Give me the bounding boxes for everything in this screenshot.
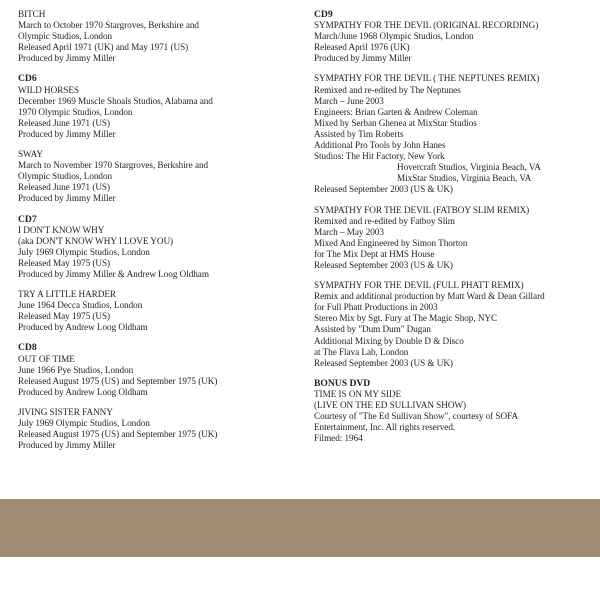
track-credit-line: December 1969 Muscle Shoals Studios, Alabama and: [18, 95, 213, 106]
track-credit-line: Stereo Mix by Sgt. Fury at The Magic Shop, NYC: [314, 313, 498, 324]
track-credit-line: March – June 2003: [314, 95, 384, 106]
track-credit-line: Assisted by "Dum Dum" Dugan: [314, 324, 431, 335]
track-credit-line: Produced by Jimmy Miller & Andrew Loog Oldham: [18, 268, 209, 279]
track-credit-line: March – May 2003: [314, 226, 384, 237]
track-credit-line: Entertainment, Inc. All rights reserved.: [314, 422, 456, 433]
track-title: SYMPATHY FOR THE DEVIL (ORIGINAL RECORDING): [314, 20, 539, 31]
track-credit-line: for Full Phatt Productions in 2003: [314, 302, 438, 313]
decorative-band: [0, 499, 600, 557]
track-title: SWAY: [18, 149, 43, 160]
track-block: [18, 149, 296, 204]
track-title: TIME IS ON MY SIDE: [314, 388, 402, 399]
track-credit-line: Remixed and re-edited by Fatboy Slim: [314, 215, 455, 226]
track-credit-line: Released June 1971 (US): [18, 117, 110, 128]
track-credit-line: Additional Pro Tools by John Hanes: [314, 140, 446, 151]
disc-heading: CD6: [18, 73, 37, 85]
track-credit-line: Remixed and re-edited by The Neptunes: [314, 84, 461, 95]
track-block: [18, 289, 296, 333]
track-credit-line: Released June 1971 (US): [18, 182, 110, 193]
track-credit-line: March to October 1970 Stargroves, Berkshire and: [18, 20, 199, 31]
track-block: [18, 354, 296, 398]
track-block: [18, 85, 296, 140]
track-credit-line: Olympic Studios, London: [18, 171, 113, 182]
track-credit-line: Remix and additional production by Matt Ward & Dean Gillard: [314, 291, 545, 302]
track-credit-line: Mixed And Engineered by Simon Thorton: [314, 237, 468, 248]
disc-heading: BONUS DVD: [314, 377, 371, 389]
track-credit-line-indented: Hovercraft Studios, Virginia Beach, VA: [397, 162, 541, 173]
track-block: [314, 73, 596, 195]
track-credit-line: Courtesy of "The Ed Sullivan Show", courtesy of SOFA: [314, 411, 519, 422]
track-title: SYMPATHY FOR THE DEVIL (FULL PHATT REMIX): [314, 280, 524, 291]
track-credit-line: Released April 1971 (UK) and May 1971 (US): [18, 42, 189, 53]
left-column: [18, 9, 296, 460]
track-credit-line: Produced by Andrew Loog Oldham: [18, 322, 148, 333]
track-title: I DON'T KNOW WHY: [18, 224, 105, 235]
track-credit-line: Produced by Jimmy Miller: [18, 128, 116, 139]
track-block: [314, 20, 596, 64]
track-credit-line: Released August 1975 (US) and September 1975 (UK): [18, 375, 218, 386]
page-bottom-margin: [0, 557, 600, 595]
track-block: [18, 407, 296, 451]
track-credit-line: Produced by Jimmy Miller: [18, 193, 116, 204]
track-credit-line: Mixed by Serban Ghenea at MixStar Studios: [314, 117, 477, 128]
track-block: [18, 225, 296, 280]
track-credit-line: (aka DON'T KNOW WHY I LOVE YOU): [18, 235, 174, 246]
track-credit-line: Filmed: 1964: [314, 433, 363, 444]
track-title: WILD HORSES: [18, 84, 79, 95]
track-credit-line: July 1969 Olympic Studios, London: [18, 246, 150, 257]
track-block: [314, 389, 596, 444]
track-credit-line: March/June 1968 Olympic Studios, London: [314, 31, 474, 42]
track-credit-line: at The Flava Lab, London: [314, 346, 409, 357]
track-credit-line: Released May 1975 (US): [18, 311, 111, 322]
disc-heading: CD7: [18, 213, 37, 225]
track-credit-line: for The Mix Dept at HMS House: [314, 248, 435, 259]
disc-heading: CD9: [314, 9, 333, 20]
track-block: [314, 205, 596, 272]
track-title: OUT OF TIME: [18, 353, 75, 364]
track-credit-line: Produced by Andrew Loog Oldham: [18, 386, 148, 397]
track-credit-line: Released September 2003 (US & UK): [314, 259, 453, 270]
track-credit-line-indented: MixStar Studios, Virginia Beach, VA: [397, 173, 532, 184]
track-credit-line: Additional Mixing by Double D & Disco: [314, 335, 464, 346]
track-credit-line: Produced by Jimmy Miller: [18, 53, 116, 64]
track-credit-line: Assisted by Tim Roberts: [314, 128, 404, 139]
track-title: SYMPATHY FOR THE DEVIL (FATBOY SLIM REMIX): [314, 204, 530, 215]
track-title: JIVING SISTER FANNY: [18, 406, 113, 417]
track-credit-line: June 1966 Pye Studios, London: [18, 364, 134, 375]
track-credit-line: Engineers: Brian Garten & Andrew Coleman: [314, 106, 478, 117]
track-credit-line: 1970 Olympic Studios, London: [18, 106, 133, 117]
track-title: SYMPATHY FOR THE DEVIL ( THE NEPTUNES REMIX): [314, 73, 540, 84]
track-credit-line: (LIVE ON THE ED SULLIVAN SHOW): [314, 400, 467, 410]
track-credit-line: Produced by Jimmy Miller: [314, 53, 412, 64]
track-credit-line: June 1964 Decca Studios, London: [18, 300, 143, 311]
track-title: TRY A LITTLE HARDER: [18, 289, 116, 300]
track-credit-line: March to November 1970 Stargroves, Berkshire and: [18, 160, 209, 171]
track-credit-line: Released May 1975 (US): [18, 257, 111, 268]
track-credit-line: Produced by Jimmy Miller: [18, 440, 116, 451]
track-credit-line: Olympic Studios, London: [18, 31, 113, 42]
disc-heading: CD8: [18, 342, 37, 354]
track-credit-line: Released August 1975 (US) and September 1975 (UK): [18, 429, 218, 440]
track-credit-line: Studios: The Hit Factory, New York: [314, 151, 445, 162]
track-credit-line: Released April 1976 (UK): [314, 42, 410, 53]
track-credit-line: July 1969 Olympic Studios, London: [18, 418, 150, 428]
track-credit-line: Released September 2003 (US & UK): [314, 357, 453, 368]
right-column: [314, 9, 596, 453]
track-release-line: Released September 2003 (US & UK): [314, 184, 453, 195]
track-block: [314, 280, 596, 369]
track-title: BITCH: [18, 9, 46, 19]
track-block: [18, 9, 296, 64]
